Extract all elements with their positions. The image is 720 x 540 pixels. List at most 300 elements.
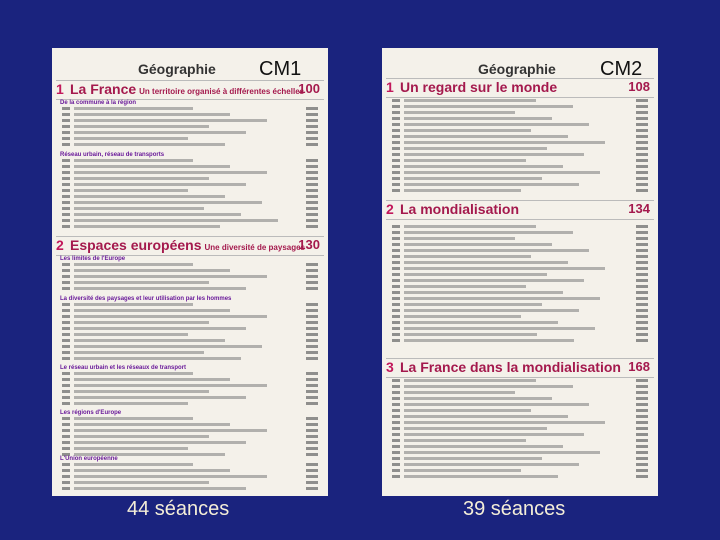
chapter-page: 130: [298, 237, 320, 252]
contents-entry: [386, 254, 654, 259]
entry-number: [62, 207, 70, 210]
entry-number: [392, 159, 400, 162]
entry-text: [74, 327, 246, 330]
entry-page-number: [306, 219, 318, 222]
entry-number: [392, 321, 400, 324]
contents-entry: [56, 416, 324, 421]
contents-entry: [386, 302, 654, 307]
entry-number: [62, 263, 70, 266]
cm1-contents-page: [52, 48, 328, 496]
entry-page-number: [306, 263, 318, 266]
contents-entry: [56, 286, 324, 291]
entry-text: [74, 137, 188, 140]
entry-page-number: [306, 351, 318, 354]
entry-page-number: [636, 403, 648, 406]
contents-entry: [56, 218, 324, 223]
entry-number: [392, 291, 400, 294]
chapter-page: 108: [628, 79, 650, 94]
entry-number: [62, 327, 70, 330]
chapter-title-text: Espaces européens: [70, 237, 202, 253]
entry-number: [62, 475, 70, 478]
entry-text: [404, 153, 584, 156]
entry-number: [62, 143, 70, 146]
entry-page-number: [636, 177, 648, 180]
entry-text: [74, 177, 209, 180]
entry-text: [404, 315, 521, 318]
entry-text: [404, 117, 552, 120]
chapter-number: 3: [386, 359, 394, 375]
chapter-number: 1: [386, 79, 394, 95]
contents-entry: [386, 456, 654, 461]
entry-page-number: [306, 384, 318, 387]
entry-text: [404, 279, 584, 282]
entry-text: [74, 107, 193, 110]
session-count-cm2: 39 séances: [463, 498, 566, 520]
entry-number: [62, 372, 70, 375]
entry-page-number: [636, 279, 648, 282]
entry-text: [74, 143, 225, 146]
entry-text: [404, 249, 589, 252]
entry-number: [392, 129, 400, 132]
chapter-number: 1: [56, 81, 64, 97]
entry-text: [74, 131, 246, 134]
contents-entry: [56, 206, 324, 211]
entry-number: [62, 177, 70, 180]
entry-page-number: [306, 345, 318, 348]
contents-entry: [56, 350, 324, 355]
cm2-contents-page: [382, 48, 658, 496]
chapter-title: La France dans la mondialisation: [400, 359, 621, 375]
contents-entry: [386, 378, 654, 383]
contents-entry: [56, 356, 324, 361]
contents-entry: [386, 146, 654, 151]
entry-number: [62, 269, 70, 272]
entry-page-number: [636, 391, 648, 394]
entry-page-number: [636, 243, 648, 246]
contents-entry: [56, 262, 324, 267]
contents-entry: [386, 426, 654, 431]
contents-entry: [56, 182, 324, 187]
page-header: [52, 54, 328, 82]
entry-number: [62, 481, 70, 484]
entry-text: [404, 327, 595, 330]
entry-text: [404, 267, 605, 270]
entry-page-number: [306, 378, 318, 381]
entry-number: [392, 249, 400, 252]
chapter-heading: [56, 80, 324, 100]
entry-number: [392, 439, 400, 442]
chapter-heading: [386, 78, 654, 98]
contents-entry: [56, 302, 324, 307]
contents-entry: [386, 170, 654, 175]
entry-page-number: [636, 105, 648, 108]
entry-text: [404, 177, 542, 180]
entry-number: [62, 429, 70, 432]
entry-text: [74, 219, 278, 222]
entry-page-number: [306, 321, 318, 324]
entry-number: [62, 487, 70, 490]
entry-page-number: [636, 303, 648, 306]
entry-page-number: [306, 201, 318, 204]
contents-entry: [56, 176, 324, 181]
contents-entry: [56, 344, 324, 349]
entry-page-number: [306, 372, 318, 375]
entry-number: [62, 113, 70, 116]
entry-number: [62, 384, 70, 387]
contents-entry: [56, 326, 324, 331]
entry-text: [404, 189, 521, 192]
entry-number: [62, 219, 70, 222]
entry-text: [404, 141, 605, 144]
entry-number: [392, 273, 400, 276]
entry-page-number: [306, 107, 318, 110]
entry-page-number: [306, 390, 318, 393]
grade-label: CM2: [600, 58, 643, 80]
entry-text: [74, 333, 188, 336]
chapter-page: 100: [298, 81, 320, 96]
entry-page-number: [306, 396, 318, 399]
entry-page-number: [306, 303, 318, 306]
entry-page-number: [636, 159, 648, 162]
entry-page-number: [306, 195, 318, 198]
entry-page-number: [636, 439, 648, 442]
entry-number: [62, 309, 70, 312]
entry-page-number: [306, 441, 318, 444]
contents-entry: [386, 122, 654, 127]
contents-entry: [56, 188, 324, 193]
entry-number: [62, 417, 70, 420]
entry-page-number: [306, 275, 318, 278]
entry-text: [74, 189, 188, 192]
entry-page-number: [636, 261, 648, 264]
entry-number: [62, 165, 70, 168]
entry-number: [62, 463, 70, 466]
entry-number: [392, 147, 400, 150]
entry-text: [74, 119, 267, 122]
entry-text: [74, 384, 267, 387]
entry-text: [74, 125, 209, 128]
entry-number: [62, 171, 70, 174]
entry-number: [392, 451, 400, 454]
entry-text: [404, 285, 526, 288]
entry-number: [62, 189, 70, 192]
contents-entry: [56, 308, 324, 313]
entry-page-number: [306, 487, 318, 490]
contents-entry: [386, 450, 654, 455]
contents-entry: [386, 390, 654, 395]
contents-entry: [56, 224, 324, 229]
entry-text: [74, 429, 267, 432]
entry-page-number: [306, 281, 318, 284]
chapter-page: 168: [628, 359, 650, 374]
entry-page-number: [636, 385, 648, 388]
entry-list: [56, 302, 324, 362]
contents-entry: [56, 377, 324, 382]
entry-number: [62, 195, 70, 198]
entry-number: [62, 339, 70, 342]
contents-entry: [386, 128, 654, 133]
contents-entry: [56, 136, 324, 141]
entry-page-number: [636, 165, 648, 168]
entry-list: [56, 262, 324, 292]
entry-text: [74, 417, 193, 420]
contents-entry: [56, 164, 324, 169]
entry-text: [74, 159, 193, 162]
contents-entry: [386, 278, 654, 283]
entry-number: [392, 135, 400, 138]
entry-page-number: [636, 123, 648, 126]
entry-page-number: [636, 99, 648, 102]
chapter-page: 134: [628, 201, 650, 216]
entry-text: [74, 441, 246, 444]
entry-text: [74, 263, 193, 266]
chapter-title: [70, 81, 304, 97]
contents-entry: [386, 272, 654, 277]
section-heading: Réseau urbain, réseau de transports: [60, 152, 165, 158]
contents-entry: [56, 118, 324, 123]
entry-page-number: [306, 469, 318, 472]
entry-page-number: [636, 415, 648, 418]
contents-entry: [386, 164, 654, 169]
contents-entry: [56, 468, 324, 473]
entry-number: [392, 285, 400, 288]
entry-page-number: [306, 357, 318, 360]
section-heading: La diversité des paysages et leur utilisation par les hommes: [60, 296, 232, 302]
entry-number: [392, 261, 400, 264]
entry-number: [392, 123, 400, 126]
entry-text: [404, 445, 563, 448]
entry-number: [392, 309, 400, 312]
entry-number: [392, 153, 400, 156]
entry-page-number: [636, 321, 648, 324]
entry-page-number: [636, 445, 648, 448]
contents-entry: [56, 274, 324, 279]
entry-page-number: [636, 171, 648, 174]
entry-text: [404, 123, 589, 126]
entry-number: [62, 390, 70, 393]
entry-text: [404, 99, 536, 102]
entry-text: [404, 391, 515, 394]
contents-entry: [386, 104, 654, 109]
entry-text: [74, 435, 209, 438]
entry-text: [74, 315, 267, 318]
entry-text: [404, 421, 605, 424]
contents-entry: [56, 200, 324, 205]
entry-page-number: [636, 117, 648, 120]
entry-page-number: [306, 119, 318, 122]
entry-list: [386, 378, 654, 480]
entry-page-number: [306, 171, 318, 174]
contents-entry: [56, 112, 324, 117]
contents-entry: [56, 124, 324, 129]
entry-text: [404, 291, 563, 294]
chapter-title: Un regard sur le monde: [400, 79, 558, 95]
contents-entry: [56, 142, 324, 147]
entry-page-number: [306, 269, 318, 272]
entry-number: [62, 333, 70, 336]
contents-entry: [56, 474, 324, 479]
entry-page-number: [636, 291, 648, 294]
entry-page-number: [636, 183, 648, 186]
entry-text: [404, 339, 574, 342]
chapter-number: 2: [386, 201, 394, 217]
contents-entry: [56, 486, 324, 491]
entry-text: [404, 243, 552, 246]
entry-page-number: [306, 309, 318, 312]
entry-page-number: [306, 333, 318, 336]
contents-entry: [56, 434, 324, 439]
contents-entry: [386, 290, 654, 295]
contents-entry: [56, 268, 324, 273]
contents-entry: [56, 371, 324, 376]
entry-page-number: [306, 463, 318, 466]
page-heading: Géographie: [138, 61, 216, 77]
entry-number: [392, 111, 400, 114]
contents-entry: [386, 260, 654, 265]
contents-entry: [386, 468, 654, 473]
entry-text: [74, 275, 267, 278]
contents-entry: [386, 236, 654, 241]
entry-page-number: [306, 287, 318, 290]
entry-text: [404, 415, 568, 418]
entry-text: [404, 309, 579, 312]
contents-entry: [56, 280, 324, 285]
entry-page-number: [636, 333, 648, 336]
entry-number: [392, 183, 400, 186]
contents-entry: [56, 462, 324, 467]
entry-number: [392, 231, 400, 234]
entry-text: [404, 129, 531, 132]
entry-list: [386, 224, 654, 344]
entry-page-number: [636, 339, 648, 342]
entry-number: [62, 275, 70, 278]
entry-number: [392, 385, 400, 388]
entry-list: [56, 106, 324, 148]
entry-page-number: [636, 327, 648, 330]
contents-entry: [386, 98, 654, 103]
entry-page-number: [636, 129, 648, 132]
entry-text: [404, 451, 600, 454]
entry-page-number: [636, 153, 648, 156]
entry-page-number: [306, 475, 318, 478]
section-heading: Les régions d'Europe: [60, 410, 122, 416]
contents-entry: [386, 474, 654, 479]
entry-text: [404, 469, 521, 472]
entry-text: [404, 385, 573, 388]
entry-text: [404, 397, 552, 400]
entry-text: [404, 475, 558, 478]
contents-entry: [386, 176, 654, 181]
entry-text: [74, 463, 193, 466]
entry-page-number: [636, 255, 648, 258]
entry-page-number: [306, 131, 318, 134]
entry-page-number: [306, 435, 318, 438]
entry-page-number: [306, 213, 318, 216]
entry-text: [404, 433, 584, 436]
entry-number: [392, 165, 400, 168]
entry-text: [74, 423, 230, 426]
entry-page-number: [306, 429, 318, 432]
contents-entry: [56, 320, 324, 325]
entry-number: [62, 137, 70, 140]
entry-text: [74, 378, 230, 381]
contents-entry: [386, 284, 654, 289]
entry-page-number: [636, 111, 648, 114]
contents-entry: [386, 248, 654, 253]
entry-number: [392, 255, 400, 258]
entry-text: [74, 487, 246, 490]
chapter-number: 2: [56, 237, 64, 253]
entry-number: [392, 279, 400, 282]
entry-text: [74, 303, 193, 306]
entry-page-number: [306, 125, 318, 128]
entry-page-number: [306, 447, 318, 450]
entry-text: [404, 105, 573, 108]
entry-text: [404, 333, 537, 336]
chapter-heading: [386, 200, 654, 220]
entry-text: [404, 261, 568, 264]
entry-number: [62, 396, 70, 399]
entry-page-number: [636, 315, 648, 318]
entry-number: [62, 287, 70, 290]
entry-number: [62, 183, 70, 186]
entry-text: [404, 379, 536, 382]
chapter-heading: [386, 358, 654, 378]
contents-entry: [386, 396, 654, 401]
entry-text: [74, 171, 267, 174]
entry-text: [74, 281, 209, 284]
entry-number: [392, 457, 400, 460]
entry-text: [404, 403, 589, 406]
entry-number: [62, 435, 70, 438]
entry-text: [74, 475, 267, 478]
entry-number: [392, 243, 400, 246]
contents-entry: [386, 462, 654, 467]
entry-number: [392, 225, 400, 228]
contents-entry: [386, 230, 654, 235]
entry-text: [74, 481, 209, 484]
entry-text: [404, 303, 542, 306]
contents-entry: [56, 170, 324, 175]
entry-page-number: [306, 183, 318, 186]
chapter-subtitle: Une diversité de paysages: [204, 243, 306, 252]
entry-page-number: [636, 237, 648, 240]
entry-number: [62, 378, 70, 381]
entry-list: [56, 416, 324, 458]
section-heading: Les limites de l'Europe: [60, 256, 126, 262]
entry-number: [392, 315, 400, 318]
entry-list: [386, 98, 654, 194]
contents-entry: [386, 414, 654, 419]
contents-entry: [386, 140, 654, 145]
section-heading: Le réseau urbain et les réseaux de transport: [60, 365, 187, 371]
chapter-heading: [56, 236, 324, 256]
entry-page-number: [636, 249, 648, 252]
entry-text: [74, 402, 188, 405]
entry-text: [74, 396, 246, 399]
entry-number: [62, 201, 70, 204]
contents-entry: [386, 116, 654, 121]
contents-entry: [56, 401, 324, 406]
entry-number: [62, 125, 70, 128]
entry-text: [404, 463, 579, 466]
entry-number: [392, 141, 400, 144]
entry-text: [404, 171, 600, 174]
entry-page-number: [636, 475, 648, 478]
entry-text: [74, 309, 230, 312]
entry-page-number: [636, 147, 648, 150]
entry-page-number: [636, 463, 648, 466]
